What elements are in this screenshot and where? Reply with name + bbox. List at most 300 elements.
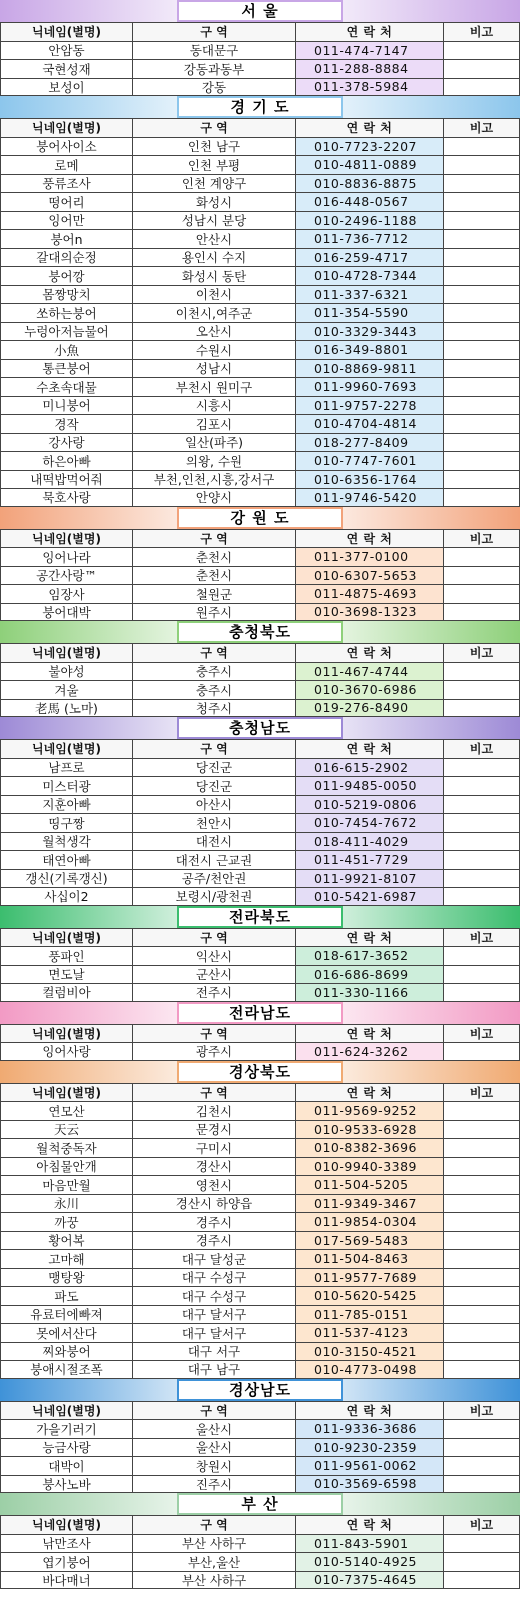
member-note: [444, 796, 520, 814]
member-nickname: 수초속대물: [0, 378, 133, 396]
member-phone: 016-615-2902: [296, 759, 444, 777]
member-nickname: 갱신(기록갱신): [0, 870, 133, 888]
member-phone: 011-378-5984: [296, 79, 444, 96]
member-phone: 010-3569-6598: [296, 1476, 444, 1493]
region-title: 전라남도: [179, 1004, 341, 1022]
member-phone: 016-259-4717: [296, 249, 444, 267]
member-area: 성남시 분당: [133, 212, 296, 230]
table-row: [0, 1571, 520, 1590]
header-nickname: 닉네임(별명): [0, 929, 133, 947]
member-note: [444, 663, 520, 681]
member-nickname: 겨울: [0, 681, 133, 699]
table-row: [0, 1157, 520, 1176]
member-note: [444, 604, 520, 621]
member-phone: 011-9569-9252: [296, 1102, 444, 1120]
member-note: [444, 1213, 520, 1231]
member-nickname: 면도날: [0, 966, 133, 984]
header-area: 구 역: [133, 1516, 296, 1534]
member-nickname: 강사랑: [0, 434, 133, 452]
member-phone: 010-3698-1323: [296, 604, 444, 621]
member-note: [444, 212, 520, 230]
member-phone: 011-504-8463: [296, 1250, 444, 1268]
member-nickname: 안암동: [0, 42, 133, 60]
table-row: [0, 248, 520, 267]
member-note: [444, 548, 520, 566]
region-band: [0, 0, 520, 22]
header-note: 비고: [444, 1084, 520, 1102]
member-nickname: 못에서산다: [0, 1324, 133, 1342]
header-area: 구 역: [133, 1402, 296, 1420]
member-area: 춘천시: [133, 567, 296, 585]
member-area: 광주시: [133, 1043, 296, 1060]
member-phone: 011-337-6321: [296, 286, 444, 304]
member-note: [444, 471, 520, 489]
header-nickname: 닉네임(별명): [0, 1516, 133, 1534]
member-phone: 011-9960-7693: [296, 378, 444, 396]
member-phone: 011-288-8884: [296, 60, 444, 78]
member-note: [444, 1420, 520, 1438]
member-note: [444, 1139, 520, 1157]
member-phone: 010-5421-6987: [296, 888, 444, 905]
table-row: [0, 603, 520, 622]
table-row: [0, 211, 520, 230]
table-row: [0, 303, 520, 322]
member-note: [444, 966, 520, 984]
member-nickname: 붕애시절조폭: [0, 1361, 133, 1378]
member-nickname: 통큰붕어: [0, 360, 133, 378]
member-area: 당진군: [133, 777, 296, 795]
member-note: [444, 1043, 520, 1060]
table-row: [0, 1212, 520, 1231]
member-nickname: 남프로: [0, 759, 133, 777]
member-area: 진주시: [133, 1476, 296, 1493]
member-nickname: 사십이2: [0, 888, 133, 905]
member-nickname: 지훈아빠: [0, 796, 133, 814]
region-title: 충청남도: [179, 719, 341, 737]
member-phone: 011-330-1166: [296, 984, 444, 1001]
table-row: [0, 229, 520, 248]
member-area: 대전시 근교권: [133, 851, 296, 869]
member-phone: 010-2496-1188: [296, 212, 444, 230]
member-nickname: 컬럼비아: [0, 984, 133, 1001]
header-contact: 연 락 처: [296, 929, 444, 947]
member-area: 의왕, 수원: [133, 452, 296, 470]
member-area: 당진군: [133, 759, 296, 777]
member-nickname: 하은아빠: [0, 452, 133, 470]
member-phone: 010-7723-2207: [296, 138, 444, 156]
member-phone: 011-504-5205: [296, 1176, 444, 1194]
table-row: [0, 547, 520, 566]
region-band: [0, 1493, 520, 1515]
region-title: 서 울: [179, 2, 341, 20]
member-nickname: 小魚: [0, 341, 133, 359]
member-note: [444, 1457, 520, 1475]
member-note: [444, 851, 520, 869]
member-area: 부산 사하구: [133, 1535, 296, 1553]
header-area: 구 역: [133, 1025, 296, 1043]
member-area: 성남시: [133, 360, 296, 378]
member-phone: 010-6356-1764: [296, 471, 444, 489]
member-phone: 016-448-0567: [296, 193, 444, 211]
header-note: 비고: [444, 1025, 520, 1043]
table-row: [0, 850, 520, 869]
table-row: [0, 887, 520, 906]
member-area: 오산시: [133, 323, 296, 341]
table-row: [0, 174, 520, 193]
header-area: 구 역: [133, 644, 296, 662]
member-phone: 011-451-7729: [296, 851, 444, 869]
member-nickname: 갈대의순정: [0, 249, 133, 267]
member-area: 대구 수성구: [133, 1269, 296, 1287]
member-note: [444, 175, 520, 193]
table-row: [0, 1438, 520, 1457]
member-phone: 011-9921-8107: [296, 870, 444, 888]
region-title: 경 기 도: [179, 98, 341, 116]
header-contact: 연 락 처: [296, 1402, 444, 1420]
table-row: [0, 155, 520, 174]
member-nickname: 몸짱망치: [0, 286, 133, 304]
member-phone: 011-624-3262: [296, 1043, 444, 1060]
table-row: [0, 1419, 520, 1438]
table-row: [0, 396, 520, 415]
member-note: [444, 567, 520, 585]
member-nickname: 까꿍: [0, 1213, 133, 1231]
member-phone: 010-5620-5425: [296, 1287, 444, 1305]
member-note: [444, 585, 520, 603]
table-row: [0, 1138, 520, 1157]
member-phone: 010-6307-5653: [296, 567, 444, 585]
table-row: [0, 359, 520, 378]
member-note: [444, 489, 520, 506]
member-area: 원주시: [133, 604, 296, 621]
header-contact: 연 락 처: [296, 1084, 444, 1102]
member-area: 보령시/광천권: [133, 888, 296, 905]
member-note: [444, 888, 520, 905]
member-phone: 011-9757-2278: [296, 397, 444, 415]
member-area: 군산시: [133, 966, 296, 984]
member-area: 이천시,여주군: [133, 304, 296, 322]
member-phone: 018-411-4029: [296, 833, 444, 851]
table-row: [0, 266, 520, 285]
header-contact: 연 락 처: [296, 1025, 444, 1043]
member-nickname: 로메: [0, 156, 133, 174]
member-nickname: 풍파인: [0, 947, 133, 965]
table-row: [0, 488, 520, 507]
column-header-row: [0, 1083, 520, 1102]
member-area: 충주시: [133, 681, 296, 699]
header-area: 구 역: [133, 119, 296, 137]
header-nickname: 닉네임(별명): [0, 530, 133, 548]
member-note: [444, 947, 520, 965]
member-area: 부산 사하구: [133, 1572, 296, 1589]
member-area: 경산시: [133, 1158, 296, 1176]
column-header-row: [0, 928, 520, 947]
header-nickname: 닉네임(별명): [0, 1084, 133, 1102]
member-nickname: 아침물안개: [0, 1158, 133, 1176]
member-nickname: 붕어n: [0, 230, 133, 248]
member-nickname: 미스터광: [0, 777, 133, 795]
member-phone: 016-349-8801: [296, 341, 444, 359]
member-nickname: 떵어리: [0, 193, 133, 211]
table-row: [0, 1249, 520, 1268]
member-area: 이천시: [133, 286, 296, 304]
member-phone: 010-9230-2359: [296, 1439, 444, 1457]
table-row: [0, 832, 520, 851]
header-note: 비고: [444, 740, 520, 758]
member-area: 대구 달서구: [133, 1324, 296, 1342]
table-row: [0, 340, 520, 359]
header-area: 구 역: [133, 929, 296, 947]
header-area: 구 역: [133, 1084, 296, 1102]
member-area: 대전시: [133, 833, 296, 851]
member-area: 철원군: [133, 585, 296, 603]
member-nickname: 보성이: [0, 79, 133, 96]
region-band: [0, 621, 520, 643]
member-note: [444, 1343, 520, 1361]
member-phone: 010-7375-4645: [296, 1572, 444, 1589]
member-nickname: 국현성재: [0, 60, 133, 78]
member-note: [444, 681, 520, 699]
header-contact: 연 락 처: [296, 740, 444, 758]
member-area: 화성시 동탄: [133, 267, 296, 285]
member-phone: 010-3150-4521: [296, 1343, 444, 1361]
header-area: 구 역: [133, 740, 296, 758]
member-area: 인천 남구: [133, 138, 296, 156]
member-phone: 010-9533-6928: [296, 1121, 444, 1139]
member-area: 안양시: [133, 489, 296, 506]
member-area: 창원시: [133, 1457, 296, 1475]
member-note: [444, 700, 520, 717]
member-nickname: 내떡밥먹어줘: [0, 471, 133, 489]
member-note: [444, 156, 520, 174]
header-nickname: 닉네임(별명): [0, 1025, 133, 1043]
member-note: [444, 1361, 520, 1378]
header-note: 비고: [444, 1402, 520, 1420]
region-band: [0, 96, 520, 118]
member-nickname: 누렁아저늠물어: [0, 323, 133, 341]
table-row: [0, 813, 520, 832]
member-nickname: 쏘하는붕어: [0, 304, 133, 322]
member-note: [444, 341, 520, 359]
member-area: 청주시: [133, 700, 296, 717]
member-area: 부산,울산: [133, 1553, 296, 1571]
member-note: [444, 60, 520, 78]
table-row: [0, 1231, 520, 1250]
member-phone: 010-9940-3389: [296, 1158, 444, 1176]
header-nickname: 닉네임(별명): [0, 23, 133, 41]
table-row: [0, 1456, 520, 1475]
member-nickname: 공간사랑™: [0, 567, 133, 585]
region-title: 강 원 도: [179, 509, 341, 527]
table-row: [0, 584, 520, 603]
member-phone: 017-569-5483: [296, 1232, 444, 1250]
member-area: 화성시: [133, 193, 296, 211]
table-row: [0, 1534, 520, 1553]
table-row: [0, 699, 520, 718]
table-row: [0, 137, 520, 156]
table-row: [0, 414, 520, 433]
member-area: 춘천시: [133, 548, 296, 566]
table-row: [0, 758, 520, 777]
member-nickname: 태연아빠: [0, 851, 133, 869]
column-header-row: [0, 1024, 520, 1043]
member-phone: 011-9854-0304: [296, 1213, 444, 1231]
header-contact: 연 락 처: [296, 1516, 444, 1534]
member-area: 경주시: [133, 1232, 296, 1250]
member-nickname: 붕어깡: [0, 267, 133, 285]
table-row: [0, 1101, 520, 1120]
member-nickname: 잉어나라: [0, 548, 133, 566]
column-header-row: [0, 1401, 520, 1420]
member-area: 대구 달성군: [133, 1250, 296, 1268]
member-nickname: 마음만월: [0, 1176, 133, 1194]
member-area: 문경시: [133, 1121, 296, 1139]
member-nickname: 붕어대박: [0, 604, 133, 621]
header-note: 비고: [444, 929, 520, 947]
member-nickname: 天云: [0, 1121, 133, 1139]
member-note: [444, 1250, 520, 1268]
table-row: [0, 1475, 520, 1494]
member-phone: 010-5219-0806: [296, 796, 444, 814]
member-area: 아산시: [133, 796, 296, 814]
column-header-row: [0, 643, 520, 662]
member-note: [444, 1572, 520, 1589]
member-nickname: 묵호사랑: [0, 489, 133, 506]
member-phone: 011-9336-3686: [296, 1420, 444, 1438]
member-phone: 011-9485-0050: [296, 777, 444, 795]
table-row: [0, 1552, 520, 1571]
column-header-row: [0, 22, 520, 41]
member-note: [444, 870, 520, 888]
member-phone: 010-4811-0889: [296, 156, 444, 174]
table-row: [0, 1042, 520, 1061]
member-nickname: 永川: [0, 1195, 133, 1213]
table-row: [0, 78, 520, 97]
member-phone: 011-467-4744: [296, 663, 444, 681]
member-area: 영천시: [133, 1176, 296, 1194]
table-row: [0, 1268, 520, 1287]
member-nickname: 미니붕어: [0, 397, 133, 415]
member-phone: 010-4704-4814: [296, 415, 444, 433]
column-header-row: [0, 739, 520, 758]
member-area: 대구 달서구: [133, 1306, 296, 1324]
member-area: 인천 부평: [133, 156, 296, 174]
member-nickname: 임장사: [0, 585, 133, 603]
member-area: 인천 계양구: [133, 175, 296, 193]
header-note: 비고: [444, 644, 520, 662]
member-area: 익산시: [133, 947, 296, 965]
member-area: 전주시: [133, 984, 296, 1001]
member-nickname: 맹탕왕: [0, 1269, 133, 1287]
region-title: 경상북도: [179, 1063, 341, 1081]
member-area: 수원시: [133, 341, 296, 359]
member-phone: 010-4773-0498: [296, 1361, 444, 1378]
member-area: 부천,인천,시흥,강서구: [133, 471, 296, 489]
member-note: [444, 1232, 520, 1250]
member-note: [444, 304, 520, 322]
region-band: [0, 1002, 520, 1024]
member-note: [444, 1176, 520, 1194]
header-note: 비고: [444, 1516, 520, 1534]
member-nickname: 유료터에빠져: [0, 1306, 133, 1324]
member-nickname: 풍류조사: [0, 175, 133, 193]
member-nickname: 황어복: [0, 1232, 133, 1250]
member-area: 대구 수성구: [133, 1287, 296, 1305]
member-phone: 010-8382-3696: [296, 1139, 444, 1157]
member-note: [444, 1324, 520, 1342]
table-row: [0, 566, 520, 585]
member-area: 공주/천안권: [133, 870, 296, 888]
member-phone: 010-8836-8875: [296, 175, 444, 193]
member-phone: 018-277-8409: [296, 434, 444, 452]
table-row: [0, 285, 520, 304]
member-area: 울산시: [133, 1439, 296, 1457]
member-note: [444, 984, 520, 1001]
column-header-row: [0, 1515, 520, 1534]
member-area: 일산(파주): [133, 434, 296, 452]
member-note: [444, 79, 520, 96]
member-phone: 011-354-5590: [296, 304, 444, 322]
member-note: [444, 777, 520, 795]
member-phone: 010-7454-7672: [296, 814, 444, 832]
header-contact: 연 락 처: [296, 530, 444, 548]
member-nickname: 연모산: [0, 1102, 133, 1120]
header-note: 비고: [444, 23, 520, 41]
table-row: [0, 1286, 520, 1305]
header-contact: 연 락 처: [296, 644, 444, 662]
column-header-row: [0, 118, 520, 137]
member-nickname: 가을기러기: [0, 1420, 133, 1438]
member-note: [444, 814, 520, 832]
member-note: [444, 1476, 520, 1493]
table-row: [0, 795, 520, 814]
table-row: [0, 1175, 520, 1194]
member-phone: 019-276-8490: [296, 700, 444, 717]
member-nickname: 능금사랑: [0, 1439, 133, 1457]
table-row: [0, 1305, 520, 1324]
member-nickname: 老馬 (노마): [0, 700, 133, 717]
member-note: [444, 1195, 520, 1213]
member-note: [444, 452, 520, 470]
member-area: 시흥시: [133, 397, 296, 415]
member-note: [444, 1102, 520, 1120]
member-area: 대구 남구: [133, 1361, 296, 1378]
member-nickname: 경작: [0, 415, 133, 433]
member-note: [444, 138, 520, 156]
member-phone: 011-785-0151: [296, 1306, 444, 1324]
member-phone: 011-9349-3467: [296, 1195, 444, 1213]
table-row: [0, 59, 520, 78]
member-area: 김포시: [133, 415, 296, 433]
member-nickname: 찌와붕어: [0, 1343, 133, 1361]
member-phone: 010-8869-9811: [296, 360, 444, 378]
member-area: 강동과동부: [133, 60, 296, 78]
member-area: 구미시: [133, 1139, 296, 1157]
member-nickname: 월척생각: [0, 833, 133, 851]
member-area: 대구 서구: [133, 1343, 296, 1361]
member-note: [444, 1553, 520, 1571]
member-note: [444, 1121, 520, 1139]
member-area: 용인시 수지: [133, 249, 296, 267]
member-nickname: 고마해: [0, 1250, 133, 1268]
member-note: [444, 42, 520, 60]
member-note: [444, 1535, 520, 1553]
region-title: 부 산: [179, 1495, 341, 1513]
table-row: [0, 192, 520, 211]
member-phone: 016-686-8699: [296, 966, 444, 984]
table-row: [0, 869, 520, 888]
table-row: [0, 322, 520, 341]
